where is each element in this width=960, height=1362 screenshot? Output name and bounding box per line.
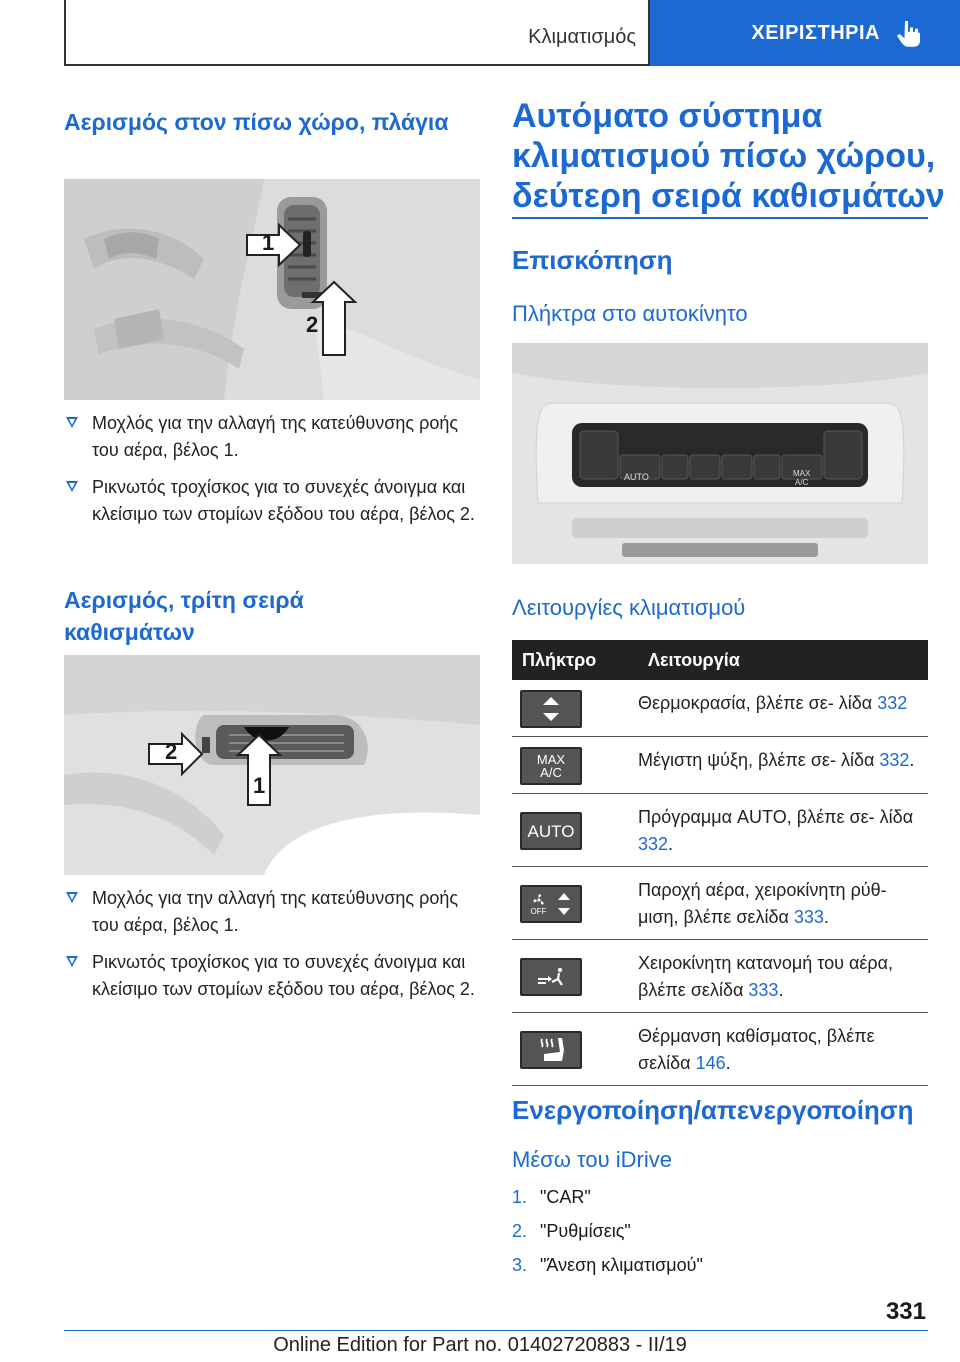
idrive-steps-list bbox=[512, 1180, 703, 1282]
page-link[interactable]: 332 bbox=[877, 693, 908, 713]
heading-via-idrive: Μέσω του iDrive bbox=[512, 1147, 672, 1172]
table-header-row bbox=[512, 640, 928, 680]
header-rule-left bbox=[64, 0, 66, 66]
title-underline bbox=[512, 217, 928, 219]
page-link[interactable]: 332 bbox=[638, 834, 669, 854]
header-controls-tab[interactable] bbox=[650, 0, 960, 66]
heading-activation: Ενεργοποίηση/απενεργοποίηση bbox=[512, 1095, 914, 1125]
rear-climate-panel-photo bbox=[512, 343, 928, 564]
heading-keys-in-car: Πλήκτρα στο αυτοκίνητο bbox=[512, 301, 748, 326]
list-item: 3. "Άνεση κλιματισμού" bbox=[512, 1255, 703, 1275]
header-tab-label: ΧΕΙΡΙΣΤΗΡΙΑ bbox=[751, 21, 880, 44]
max-ac-icon: MAX A/C bbox=[520, 747, 582, 785]
rear-side-vent-photo bbox=[64, 179, 480, 400]
page-link[interactable]: 146 bbox=[695, 1053, 726, 1073]
page-number: 331 bbox=[885, 1298, 926, 1325]
list-item: Ρικνωτός τροχίσκος για το συνεχές άνοιγμα και κλείσιμο των στομίων εξόδου του αέρα, βέλος 2. bbox=[64, 474, 480, 528]
header-section-title: Κλιματισμός bbox=[528, 26, 636, 48]
bullet-list-side-vents bbox=[64, 410, 480, 538]
fan-off-icon: OFF bbox=[520, 885, 582, 923]
heading-overview: Επισκόπηση bbox=[512, 245, 673, 275]
callout-2: 2 bbox=[165, 739, 178, 764]
list-item: Μοχλός για την αλλαγή της κατεύθυνσης ροής του αέρα, βέλος 1. bbox=[64, 885, 480, 939]
climate-functions-table bbox=[512, 640, 928, 1086]
air-distribution-icon bbox=[520, 958, 582, 996]
header-rule-bottom bbox=[64, 64, 650, 66]
bullet-triangle-icon bbox=[66, 956, 78, 967]
table-header-key: Πλήκτρο bbox=[512, 640, 638, 680]
bullet-triangle-icon bbox=[66, 417, 78, 428]
heading-rear-side-vents: Αερισμός στον πίσω χώρο, πλάγια bbox=[64, 109, 449, 135]
list-item: 2. "Ρυθμίσεις" bbox=[512, 1221, 631, 1241]
edition-footer: Online Edition for Part no. 01402720883 - II/19 bbox=[273, 1334, 687, 1356]
callout-1: 1 bbox=[253, 773, 266, 798]
bullet-list-third-row bbox=[64, 885, 480, 1013]
table-header-function: Λειτουργία bbox=[638, 640, 928, 680]
table-row: Χειροκίνητη κατανομή του αέρα, βλέπε σελίδα 333. bbox=[512, 940, 928, 1013]
page-link[interactable]: 333 bbox=[748, 980, 779, 1000]
auto-icon: AUTO bbox=[520, 812, 582, 850]
footer-rule bbox=[64, 1330, 928, 1331]
list-item: Ρικνωτός τροχίσκος για το συνεχές άνοιγμα και κλείσιμο των στομίων εξόδου του αέρα, βέλος 2. bbox=[64, 949, 480, 1003]
temp-updown-icon bbox=[520, 690, 582, 728]
callout-1: 1 bbox=[262, 230, 275, 255]
table-row: Θερμοκρασία, βλέπε σε- λίδα 332 bbox=[512, 680, 928, 737]
pointing-hand-icon bbox=[894, 18, 924, 48]
table-row: AUTO Πρόγραμμα AUTO, βλέπε σε- λίδα 332. bbox=[512, 794, 928, 867]
chapter-title: Αυτόματο σύστημα κλιματισμού πίσω χώρου, δεύτερη σειρά καθισμάτων bbox=[512, 97, 945, 215]
heading-climate-functions: Λειτουργίες κλιματισμού bbox=[512, 595, 746, 620]
third-row-vent-photo bbox=[64, 655, 480, 875]
table-row: MAX A/C Μέγιστη ψύξη, βλέπε σε- λίδα 332. bbox=[512, 737, 928, 794]
page-link[interactable]: 332 bbox=[879, 750, 910, 770]
page-link[interactable]: 333 bbox=[793, 907, 824, 927]
table-row: Θέρμανση καθίσματος, βλέπε σελίδα 146. bbox=[512, 1013, 928, 1086]
panel-max-ac-label: MAX A/C bbox=[793, 469, 811, 487]
seat-heating-icon bbox=[520, 1031, 582, 1069]
heading-third-row-vents: Αερισμός, τρίτη σειρά καθισμάτων bbox=[64, 587, 304, 645]
panel-auto-label: AUTO bbox=[624, 472, 649, 482]
list-item: 1. "CAR" bbox=[512, 1187, 591, 1207]
bullet-triangle-icon bbox=[66, 481, 78, 492]
bullet-triangle-icon bbox=[66, 892, 78, 903]
table-row: OFF Παροχή αέρα, χειροκίνητη ρύθ- μιση, βλέπε σελίδα 333. bbox=[512, 867, 928, 940]
callout-2: 2 bbox=[306, 312, 319, 337]
list-item: Μοχλός για την αλλαγή της κατεύθυνσης ροής του αέρα, βέλος 1. bbox=[64, 410, 480, 464]
